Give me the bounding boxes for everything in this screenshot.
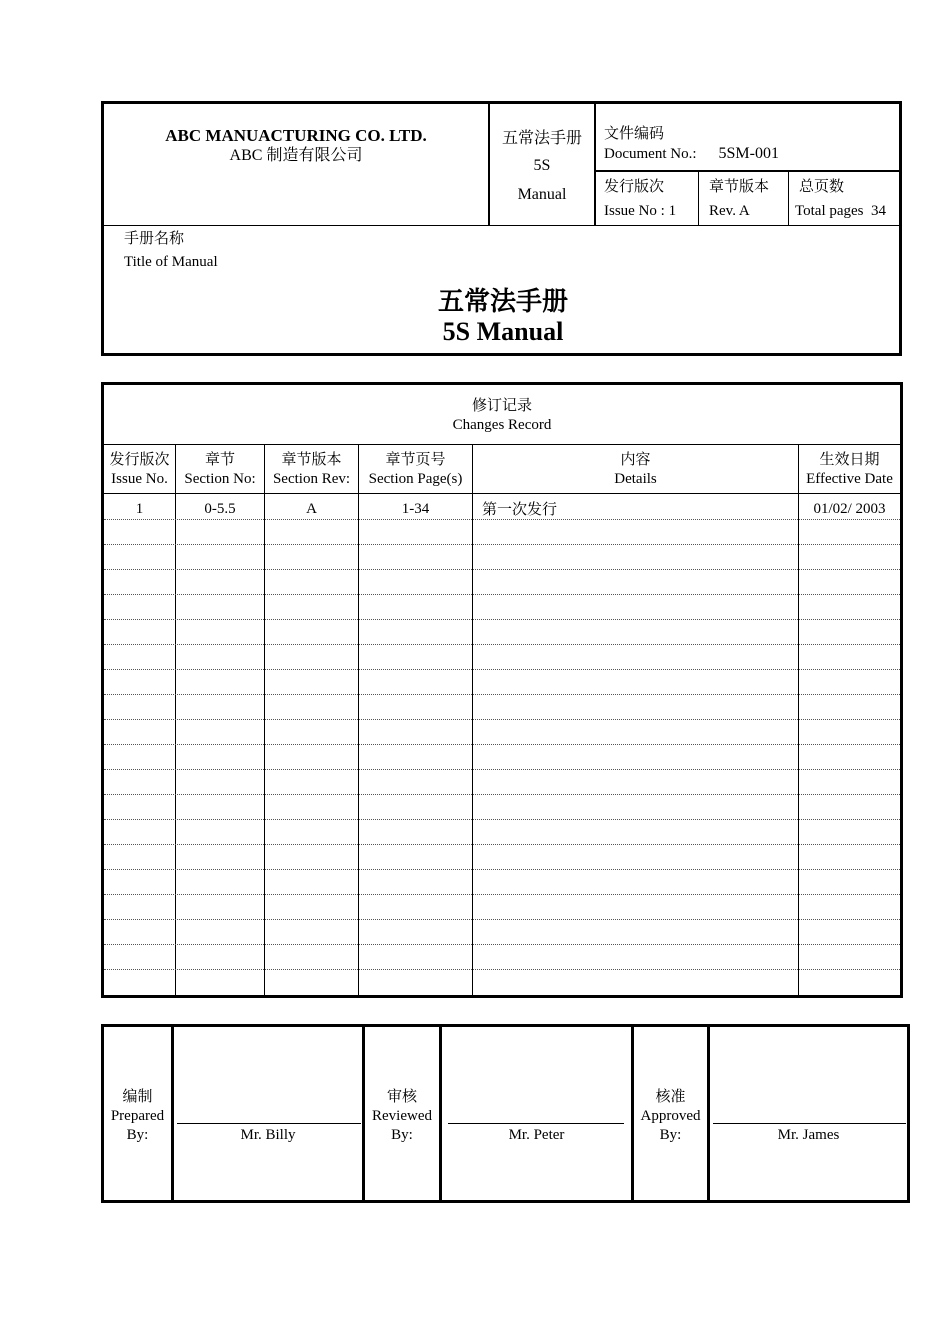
document-header bbox=[101, 101, 902, 356]
header-divider bbox=[698, 170, 699, 225]
column-header-date bbox=[799, 451, 900, 489]
row-pages: 1-34 bbox=[401, 501, 430, 517]
manual-name-word: Manual bbox=[517, 186, 567, 203]
column-header-cn: 章节页号 bbox=[385, 452, 446, 468]
company-name-en: ABC MANUACTURING CO. LTD. bbox=[165, 126, 427, 145]
reviewed-signature-line bbox=[448, 1123, 624, 1124]
column-header-cn: 发行版次 bbox=[109, 452, 170, 468]
reviewed-label-by: By: bbox=[391, 1127, 413, 1143]
row-divider bbox=[104, 944, 900, 945]
company-name-cn: ABC 制造有限公司 bbox=[229, 147, 363, 164]
changes-heading bbox=[104, 397, 900, 435]
row-divider bbox=[104, 669, 900, 670]
manual-title bbox=[104, 287, 902, 347]
signature-divider bbox=[171, 1027, 174, 1200]
row-details: 第一次发行 bbox=[482, 502, 558, 518]
prepared-label-en: Prepared bbox=[110, 1108, 165, 1124]
column-header-details bbox=[473, 451, 798, 489]
doc-no-label-en-text: Document No.: bbox=[604, 146, 697, 162]
doc-no-label-en bbox=[604, 144, 779, 164]
manual-title-cn: 五常法手册 bbox=[437, 287, 568, 316]
title-label-cn: 手册名称 bbox=[124, 231, 185, 247]
rev-label-cn: 章节版本 bbox=[709, 179, 770, 195]
approved-label-en: Approved bbox=[640, 1108, 701, 1124]
reviewed-label-cn: 审核 bbox=[386, 1089, 417, 1105]
row-divider bbox=[104, 544, 900, 545]
pages-label-cn: 总页数 bbox=[799, 179, 845, 195]
row-rev: A bbox=[306, 501, 317, 517]
changes-record-table bbox=[101, 382, 903, 998]
row-divider bbox=[104, 919, 900, 920]
doc-no-label-cn: 文件编码 bbox=[604, 126, 665, 142]
reviewed-label-en: Reviewed bbox=[372, 1108, 432, 1124]
doc-no-block bbox=[604, 124, 779, 164]
column-header-en: Section Rev: bbox=[272, 471, 351, 487]
prepared-name: Mr. Billy bbox=[240, 1127, 296, 1143]
column-header-en: Section No: bbox=[184, 471, 256, 487]
row-divider bbox=[104, 819, 900, 820]
row-date: 01/02/ 2003 bbox=[813, 501, 886, 517]
row-divider bbox=[104, 844, 900, 845]
row-divider bbox=[104, 569, 900, 570]
row-divider bbox=[104, 719, 900, 720]
row-divider bbox=[104, 694, 900, 695]
pages-block bbox=[795, 177, 886, 221]
rev-value: Rev. A bbox=[709, 203, 750, 219]
column-header-rev bbox=[265, 451, 358, 489]
prepared-label-by: By: bbox=[126, 1127, 149, 1143]
approved-label-by: By: bbox=[659, 1127, 682, 1143]
row-divider bbox=[104, 644, 900, 645]
column-header-pages bbox=[359, 451, 472, 489]
rev-block bbox=[709, 177, 769, 221]
title-label-block bbox=[124, 228, 218, 274]
row-divider bbox=[104, 969, 900, 970]
approved-name: Mr. James bbox=[777, 1127, 840, 1143]
prepared-signature-line bbox=[177, 1123, 361, 1124]
row-divider bbox=[104, 894, 900, 895]
table-header-bottom-line bbox=[104, 493, 900, 494]
column-header-en: Section Page(s) bbox=[368, 471, 463, 487]
header-divider bbox=[788, 170, 789, 225]
prepared-label bbox=[104, 1088, 171, 1145]
signature-block bbox=[101, 1024, 910, 1203]
prepared-label-cn: 编制 bbox=[122, 1089, 153, 1105]
row-issue: 1 bbox=[135, 501, 144, 517]
column-header-cn: 章节 bbox=[204, 452, 235, 468]
issue-block bbox=[604, 177, 676, 221]
row-divider bbox=[104, 594, 900, 595]
manual-name-block bbox=[490, 126, 594, 210]
row-section: 0-5.5 bbox=[204, 501, 236, 517]
row-divider bbox=[104, 769, 900, 770]
approved-label bbox=[634, 1088, 707, 1145]
column-header-en: Issue No. bbox=[111, 471, 168, 487]
row-divider bbox=[104, 794, 900, 795]
issue-value: Issue No : 1 bbox=[604, 203, 677, 219]
column-header-issue bbox=[104, 451, 175, 489]
signature-divider bbox=[439, 1027, 442, 1200]
manual-name-cn: 五常法手册 bbox=[501, 130, 582, 147]
approved-label-cn: 核准 bbox=[655, 1089, 686, 1105]
doc-no-value: 5SM-001 bbox=[718, 145, 779, 162]
company-block bbox=[104, 126, 488, 166]
row-divider bbox=[104, 744, 900, 745]
approved-signature-line bbox=[713, 1123, 906, 1124]
pages-value: Total pages 34 bbox=[795, 203, 887, 219]
signature-divider bbox=[707, 1027, 710, 1200]
column-header-en: Details bbox=[614, 471, 657, 487]
changes-heading-cn: 修订记录 bbox=[471, 398, 532, 414]
title-label-en: Title of Manual bbox=[124, 254, 218, 270]
header-divider bbox=[594, 104, 596, 225]
table-header-top-line bbox=[104, 444, 900, 445]
row-divider bbox=[104, 869, 900, 870]
issue-label-cn: 发行版次 bbox=[604, 179, 665, 195]
column-header-cn: 内容 bbox=[620, 452, 651, 468]
column-header-cn: 章节版本 bbox=[281, 452, 342, 468]
column-header-cn: 生效日期 bbox=[819, 452, 880, 468]
header-divider bbox=[104, 225, 902, 226]
header-divider bbox=[594, 170, 902, 172]
column-header-en: Effective Date bbox=[806, 471, 893, 487]
reviewed-label bbox=[365, 1088, 439, 1145]
reviewed-name: Mr. Peter bbox=[508, 1127, 565, 1143]
manual-title-en: 5S Manual bbox=[442, 317, 564, 346]
column-header-section bbox=[176, 451, 264, 489]
manual-name-5s: 5S bbox=[533, 157, 551, 174]
row-divider bbox=[104, 619, 900, 620]
changes-heading-en: Changes Record bbox=[452, 417, 552, 433]
